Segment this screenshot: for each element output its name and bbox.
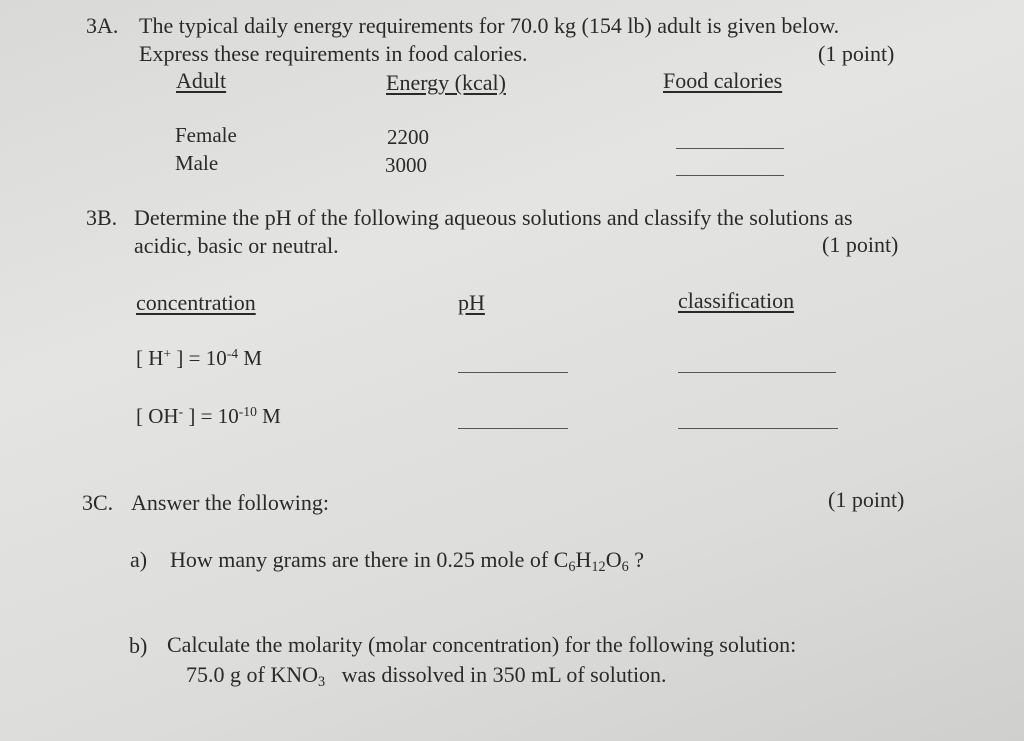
q3c-b-line2: 75.0 g of KNO3 was dissolved in 350 mL of solution. bbox=[186, 662, 667, 690]
q3a-text-line2: Express these requirements in food calories. bbox=[139, 41, 528, 66]
q3b-points: (1 point) bbox=[822, 232, 899, 257]
q3c-label: 3C. bbox=[82, 490, 114, 515]
q3b-row1-classification-blank[interactable] bbox=[678, 372, 836, 373]
q3a-row-male-label: Male bbox=[175, 151, 219, 175]
q3a-text-line1: The typical daily energy requirements for 70.0 kg (154 lb) adult is given below. bbox=[139, 13, 840, 38]
q3a-header-adult: Adult bbox=[176, 68, 227, 93]
q3c-a-label: a) bbox=[130, 547, 148, 572]
q3b-row2-classification-blank[interactable] bbox=[678, 428, 838, 429]
q3a-row-male-energy: 3000 bbox=[385, 153, 427, 177]
q3a-answer-blank-female[interactable] bbox=[676, 148, 784, 149]
q3a-row-female-energy: 2200 bbox=[387, 125, 429, 149]
q3a-row-female-label: Female bbox=[175, 123, 237, 147]
q3b-header-concentration: concentration bbox=[136, 290, 256, 315]
q3c-b-line1: Calculate the molarity (molar concentration) for the following solution: bbox=[167, 632, 797, 657]
q3b-row1-concentration: [ H+ ] = $10^{-4}$ M bbox=[136, 345, 263, 370]
q3b-row1-ph-blank[interactable] bbox=[458, 372, 568, 373]
q3b-header-ph: pH bbox=[458, 290, 485, 315]
q3c-points: (1 point) bbox=[828, 487, 905, 512]
q3b-text-line2: acidic, basic or neutral. bbox=[134, 233, 339, 258]
q3b-row2-ph-blank[interactable] bbox=[458, 428, 568, 429]
q3a-header-energy: Energy (kcal) bbox=[386, 70, 506, 95]
q3a-label: 3A. bbox=[86, 13, 119, 38]
q3b-header-classification: classification bbox=[678, 288, 795, 313]
q3a-header-food-calories: Food calories bbox=[663, 68, 783, 93]
q3b-label: 3B. bbox=[86, 205, 118, 230]
q3a-answer-blank-male[interactable] bbox=[676, 175, 784, 176]
q3c-intro: Answer the following: bbox=[131, 490, 329, 515]
q3b-row2-concentration: [ OH- ] = $10^{-10}$ M bbox=[136, 403, 281, 428]
q3c-a-question: How many grams are there in 0.25 mole of C6H12O6 ? bbox=[170, 547, 644, 575]
q3a-points: (1 point) bbox=[818, 41, 895, 66]
q3b-text-line1: Determine the pH of the following aqueous solutions and classify the solutions as bbox=[134, 205, 853, 230]
q3c-b-label: b) bbox=[129, 633, 148, 658]
